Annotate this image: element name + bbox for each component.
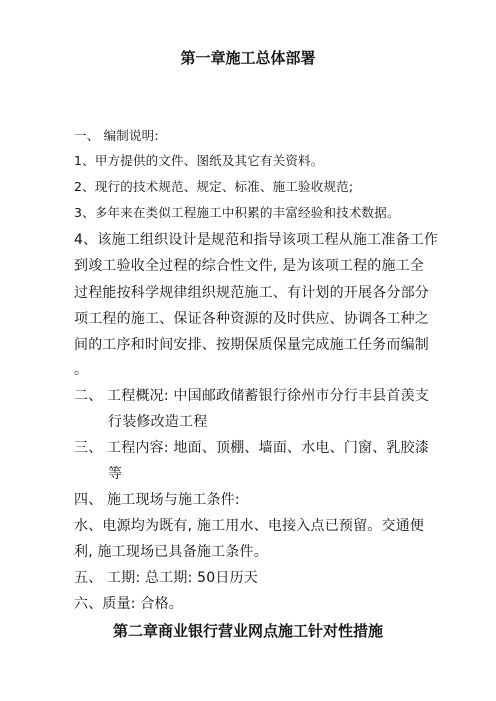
section-1-item-4-line: 4、该施工组织设计是规范和指导该项工程从施工准备工作 bbox=[74, 232, 439, 248]
section-1-item-3: 3、多年来在类似工程施工中积累的丰富经验和技术数据。 bbox=[74, 205, 400, 220]
section-1-heading: 一、 编制说明: bbox=[74, 128, 159, 143]
section-4-line-2: 利, 施工现场已具备施工条件。 bbox=[74, 544, 268, 560]
section-1-item-4-line: 过程能按科学规律组织规范施工、有计划的开展各分部分 bbox=[74, 285, 429, 301]
section-2-line-1: 二、 工程概况: 中国邮政储蓄银行徐州市分行丰县首羡支 bbox=[74, 388, 430, 404]
section-1-item-4-line: 项工程的施工、保证各种资源的及时供应、协调各工种之 bbox=[74, 311, 429, 327]
chapter-1-title: 第一章施工总体部署 bbox=[180, 49, 316, 67]
section-1-item-4-line: 到竣工验收全过程的综合性文件, 是为该项工程的施工全 bbox=[74, 258, 425, 274]
section-4-line-1: 水、电源均为既有, 施工用水、电接入点已预留。交通便 bbox=[74, 518, 425, 534]
section-3-line-2: 等 bbox=[108, 466, 123, 482]
section-3-line-1: 三、 工程内容: 地面、顶棚、墙面、水电、门窗、乳胶漆 bbox=[74, 440, 430, 456]
section-4-heading: 四、 施工现场与施工条件: bbox=[74, 492, 240, 508]
section-1-item-4-line: 。 bbox=[74, 362, 89, 378]
section-1-item-1: 1、甲方提供的文件、图纸及其它有关资料。 bbox=[74, 153, 324, 168]
section-1-item-2: 2、现行的技术规范、规定、标准、施工验收规范; bbox=[74, 179, 354, 194]
section-5-duration: 五、 工期: 总工期: 50日历天 bbox=[74, 570, 258, 586]
chapter-2-title: 第二章商业银行营业网点施工针对性措施 bbox=[112, 622, 383, 640]
section-1-item-4-line: 间的工序和时间安排、按期保质保量完成施工任务而编制 bbox=[74, 337, 429, 353]
section-2-line-2: 行装修改造工程 bbox=[108, 414, 208, 430]
section-6-quality: 六、质量: 合格。 bbox=[74, 596, 183, 612]
